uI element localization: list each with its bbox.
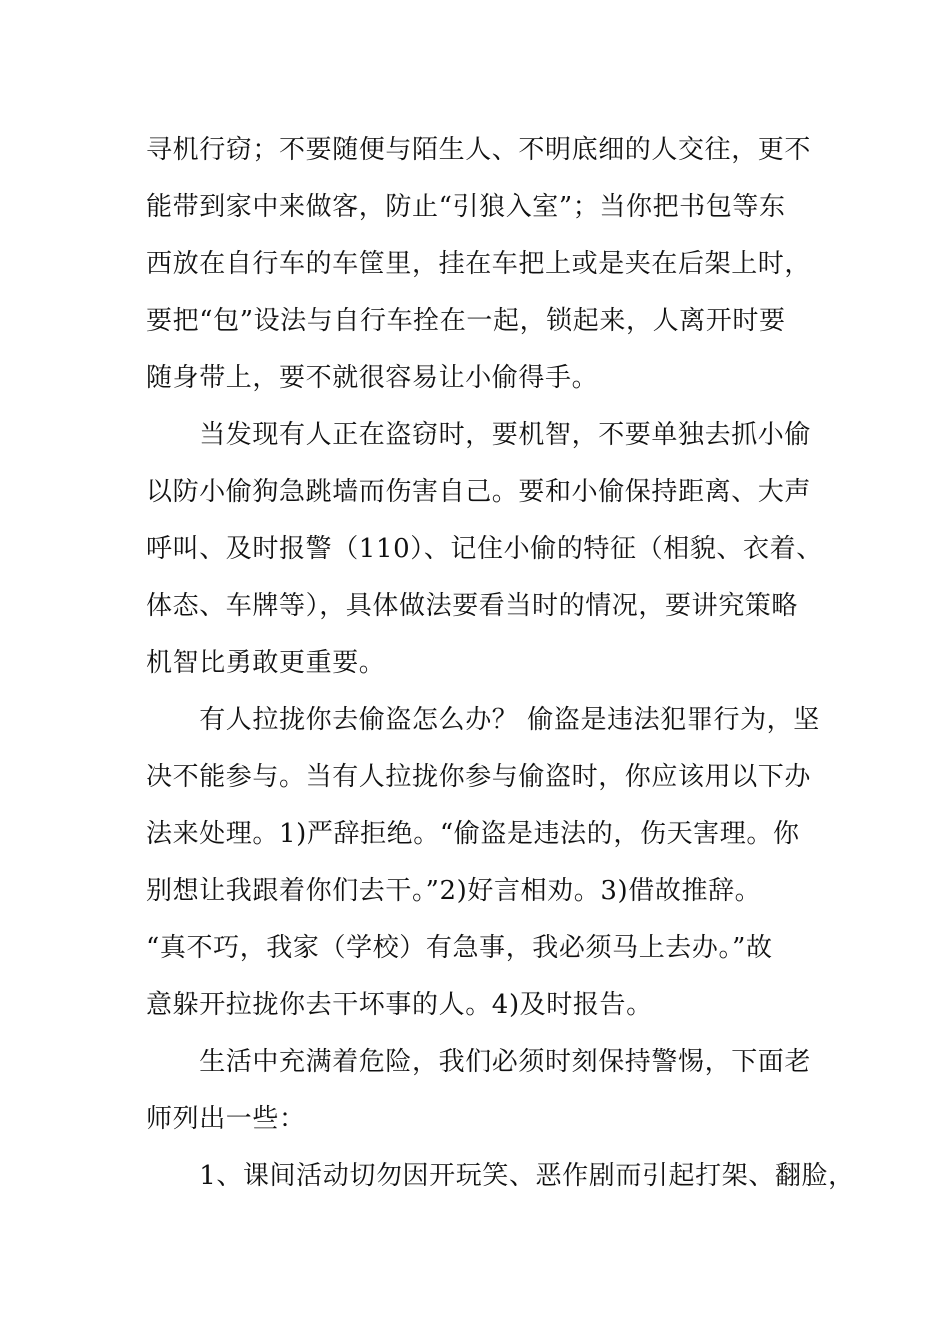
text-line: 决不能参与。当有人拉拢你参与偷盗时，你应该用以下办 <box>146 762 812 792</box>
text-line: 法来处理。1)严辞拒绝。“偷盗是违法的，伤天害理。你 <box>146 819 800 849</box>
text-line: 别想让我跟着你们去干。”2)好言相劝。3)借故推辞。 <box>146 876 762 906</box>
text-line: 机智比勇敢更重要。 <box>146 648 386 678</box>
text-line: 呼叫、及时报警（110）、记住小偷的特征（相貌、衣着、 <box>146 534 823 564</box>
text-line: 1、课间活动切勿因开玩笑、恶作剧而引起打架、翻脸， <box>146 1161 855 1191</box>
document-body <box>146 122 855 1205</box>
text-line: 生活中充满着危险，我们必须时刻保持警惕，下面老 <box>146 1047 812 1077</box>
text-line: 能带到家中来做客，防止“引狼入室”；当你把书包等东 <box>146 192 786 222</box>
text-line: 师列出一些： <box>146 1104 306 1134</box>
text-line: 有人拉拢你去偷盗怎么办？ 偷盗是违法犯罪行为，坚 <box>146 705 820 735</box>
text-line: 寻机行窃；不要随便与陌生人、不明底细的人交往，更不 <box>146 135 812 165</box>
text-line: 要把“包”设法与自行车拴在一起，锁起来，人离开时要 <box>146 306 786 336</box>
text-line: 体态、车牌等），具体做法要看当时的情况，要讲究策略 <box>146 591 799 621</box>
text-line: “真不巧，我家（学校）有急事，我必须马上去办。”故 <box>146 933 773 963</box>
text-line: 意躲开拉拢你去干坏事的人。4)及时报告。 <box>146 990 653 1020</box>
text-line: 西放在自行车的车筐里，挂在车把上或是夹在后架上时， <box>146 249 812 279</box>
text-line: 以防小偷狗急跳墙而伤害自己。要和小偷保持距离、大声 <box>146 477 812 507</box>
text-line: 当发现有人正在盗窃时，要机智，不要单独去抓小偷 <box>146 420 812 450</box>
text-line: 随身带上，要不就很容易让小偷得手。 <box>146 363 599 393</box>
